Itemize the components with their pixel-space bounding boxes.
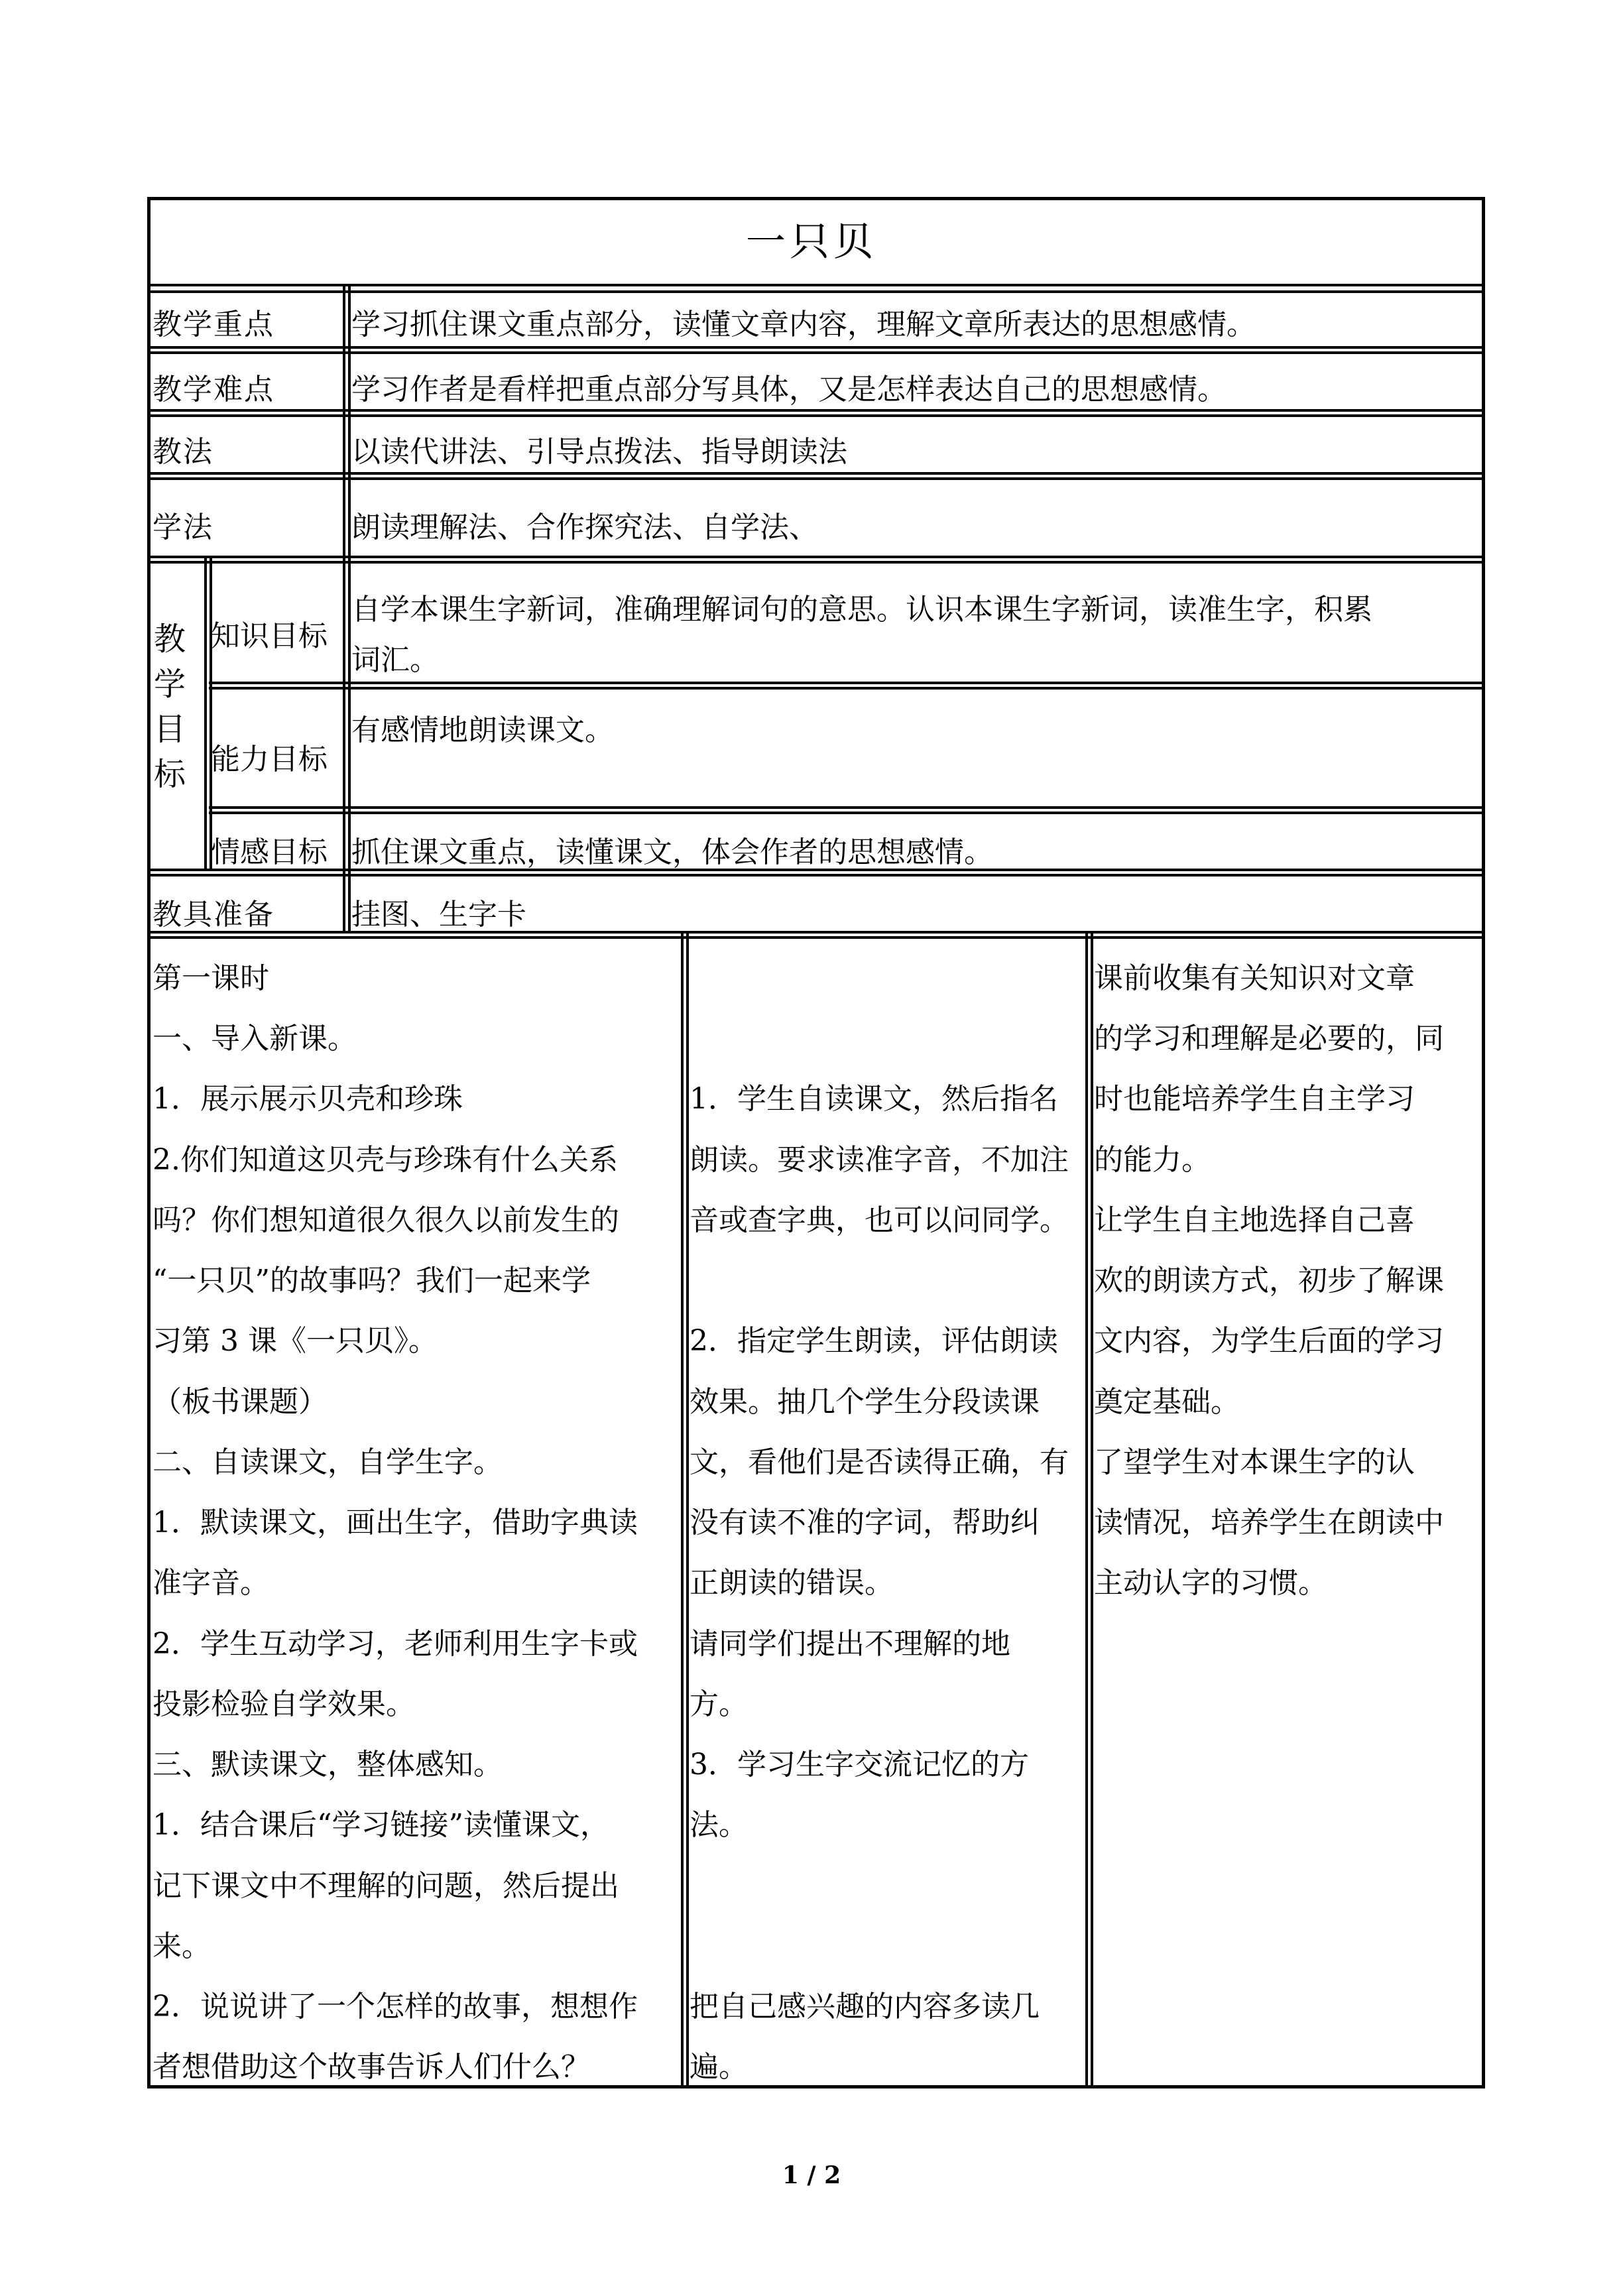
goals-group-label: 教 学 目 标: [154, 621, 186, 793]
col2-line: 把自己感兴趣的内容多读几: [690, 1990, 1040, 2024]
col2-line: 音或查字典，也可以问同学。: [690, 1203, 1069, 1237]
emotion-goal-label: 情感目标: [211, 835, 328, 869]
knowledge-goal-line1: 自学本课生字新词，准确理解词句的意思。认识本课生字新词，读准生字，积累: [351, 593, 1372, 627]
col3-line: 主动认字的习惯。: [1094, 1566, 1327, 1600]
tools-value: 挂图、生字卡: [351, 898, 526, 932]
col1-line: 准字音。: [152, 1566, 269, 1600]
divider: [343, 286, 345, 934]
key-point-label: 教学重点: [152, 308, 274, 341]
col3-line: 的能力。: [1094, 1143, 1211, 1177]
divider: [147, 936, 1485, 939]
difficulty-label: 教学难点: [152, 373, 274, 406]
key-point-value: 学习抓住课文重点部分，读懂文章内容，理解文章所表达的思想感情。: [351, 308, 1256, 341]
col2-line: 3．学习生字交流记忆的方: [690, 1748, 1029, 1782]
method-label: 教法: [152, 435, 213, 469]
col3-line: 让学生自主地选择自己喜: [1094, 1203, 1415, 1237]
divider: [681, 934, 684, 2088]
knowledge-goal-label: 知识目标: [211, 619, 328, 653]
col2-line: 方。: [690, 1687, 748, 1721]
learn-label: 学法: [152, 511, 213, 544]
divider: [209, 687, 1485, 690]
col2-line: 效果。抽几个学生分段读课: [690, 1385, 1040, 1419]
col1-line: 三、默读课文，整体感知。: [152, 1748, 503, 1782]
col3-line: 时也能培养学生自主学习: [1094, 1082, 1415, 1116]
knowledge-goal-line2: 词汇。: [351, 643, 439, 677]
col1-line: 2．说说讲了一个怎样的故事，想想作: [152, 1990, 638, 2024]
col2-line: 没有读不准的字词，帮助纠: [690, 1506, 1040, 1540]
col2-line: 文，看他们是否读得正确，有: [690, 1445, 1069, 1479]
col1-line: 吗？你们想知道很久很久以前发生的: [152, 1203, 619, 1237]
col1-line: 习第 3 课《一只贝》。: [152, 1324, 438, 1358]
page-title: 一只贝: [746, 219, 877, 265]
col1-line: “一只贝”的故事吗？我们一起来学: [152, 1264, 591, 1298]
col3-line: 奠定基础。: [1094, 1385, 1240, 1419]
col3-line: 课前收集有关知识对文章: [1094, 961, 1415, 995]
divider: [209, 806, 1485, 809]
col2-line: 1．学生自读课文，然后指名: [690, 1082, 1058, 1116]
col1-line: 2．学生互动学习，老师利用生字卡或: [152, 1627, 638, 1661]
col1-line: 一、导入新课。: [152, 1022, 357, 1056]
col1-line: 者想借助这个故事告诉人们什么？: [152, 2050, 590, 2084]
col1-line: 第一课时: [152, 961, 269, 995]
col1-line: 1．默读课文，画出生字，借助字典读: [152, 1506, 638, 1540]
divider: [1085, 934, 1088, 2088]
emotion-goal-value: 抓住课文重点，读懂课文，体会作者的思想感情。: [351, 835, 993, 869]
col1-line: （板书课题）: [152, 1385, 328, 1419]
ability-goal-value: 有感情地朗读课文。: [351, 713, 614, 747]
col1-line: 1．展示展示贝壳和珍珠: [152, 1082, 463, 1116]
tools-label: 教具准备: [152, 898, 274, 932]
ability-goal-label: 能力目标: [211, 743, 328, 776]
col2-line: 正朗读的错误。: [690, 1566, 894, 1600]
divider: [1091, 934, 1093, 2088]
col1-line: 记下课文中不理解的问题，然后提出: [152, 1869, 619, 1903]
col2-line: 朗读。要求读准字音，不加注: [690, 1143, 1069, 1177]
divider: [348, 286, 351, 934]
method-value: 以读代讲法、引导点拨法、指导朗读法: [351, 435, 847, 469]
divider: [209, 682, 1485, 684]
col1-line: 来。: [152, 1929, 211, 1963]
col3-line: 的学习和理解是必要的，同: [1094, 1022, 1444, 1056]
col2-line: 遍。: [690, 2050, 748, 2084]
learn-value: 朗读理解法、合作探究法、自学法、: [351, 511, 818, 544]
col3-line: 文内容，为学生后面的学习: [1094, 1324, 1444, 1358]
col3-line: 了望学生对本课生字的认: [1094, 1445, 1415, 1479]
divider: [686, 934, 689, 2088]
col3-line: 读情况，培养学生在朗读中: [1094, 1506, 1444, 1540]
col1-line: 投影检验自学效果。: [152, 1687, 415, 1721]
col3-line: 欢的朗读方式，初步了解课: [1094, 1264, 1444, 1298]
divider: [210, 558, 212, 871]
divider: [209, 812, 1485, 814]
col2-line: 法。: [690, 1808, 748, 1842]
col2-line: 2．指定学生朗读，评估朗读: [690, 1324, 1058, 1358]
difficulty-value: 学习作者是看样把重点部分写具体，又是怎样表达自己的思想感情。: [351, 373, 1227, 406]
page-number: 1 / 2: [782, 2161, 841, 2189]
col1-line: 二、自读课文，自学生字。: [152, 1445, 503, 1479]
col1-line: 1．结合课后“学习链接”读懂课文，: [152, 1808, 609, 1842]
col1-line: 2.你们知道这贝壳与珍珠有什么关系: [152, 1143, 618, 1177]
col2-line: 请同学们提出不理解的地: [690, 1627, 1010, 1661]
divider: [204, 558, 207, 871]
